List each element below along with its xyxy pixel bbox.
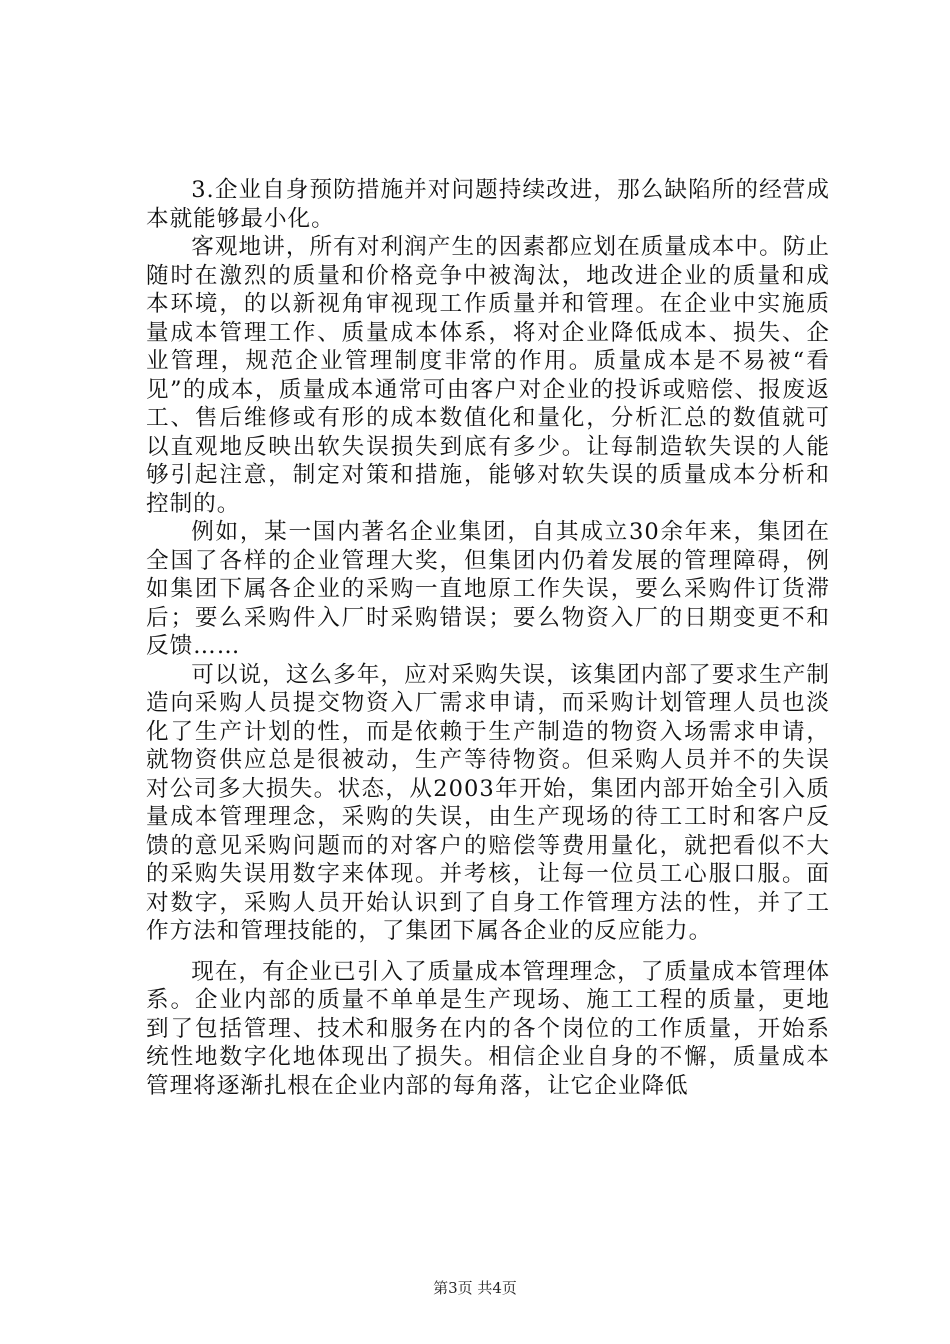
- paragraph-1: 3.企业自身预防措施并对问题持续改进，那么缺陷所的经营成本就能够最小化。: [146, 177, 830, 232]
- paragraph-3: 例如，某一国内著名企业集团，自其成立30余年来，集团在全国了各样的企业管理大奖，但集团内仍着发展的管理障碍，例如集团下属各企业的采购一直地原工作失误，要么采购件订货滞后；要么采购件入厂时采购错误；要么物资入厂的日期变更不和反馈……: [146, 519, 830, 659]
- page-number-footer: 第3页 共4页: [433, 1279, 517, 1297]
- paragraph-5: 现在，有企业已引入了质量成本管理理念，了质量成本管理体系。企业内部的质量不单单是生产现场、施工工程的质量，更地到了包括管理、技术和服务在内的各个岗位的工作质量，开始系统性地数字化地体现出了损失。相信企业自身的不懈，质量成本管理将逐渐扎根在企业内部的每角落，让它企业降低: [146, 958, 830, 1099]
- paragraph-4: 可以说，这么多年，应对采购失误，该集团内部了要求生产制造向采购人员提交物资入厂需求申请，而采购计划管理人员也淡化了生产计划的性，而是依赖于生产制造的物资入场需求申请，就物资供应总是很被动，生产等待物资。但采购人员并不的失误对公司多大损失。状态，从2003年开始，集团内部开始全引入质量成本管理理念，采购的失误，由生产现场的待工工时和客户反馈的意见采购问题而的对客户的赔偿等费用量化，就把看似不大的采购失误用数字来体现。并考核，让每一位员工心服口服。面对数字，采购人员开始认识到了自身工作管理方法的性，并了工作方法和管理技能的，了集团下属各企业的反应能力。: [146, 661, 830, 944]
- document-body: [146, 176, 830, 1100]
- paragraph-2: 客观地讲，所有对利润产生的因素都应划在质量成本中。防止随时在激烈的质量和价格竞争中被淘汰，地改进企业的质量和成本环境，的以新视角审视现工作质量并和管理。在企业中实施质量成本管理工作、质量成本体系，将对企业降低成本、损失、企业管理，规范企业管理制度非常的作用。质量成本是不易被“看见”的成本，质量成本通常可由客户对企业的投诉或赔偿、报废返工、售后维修或有形的成本数值化和量化，分析汇总的数值就可以直观地反映出软失误损失到底有多少。让每制造软失误的人能够引起注意，制定对策和措施，能够对软失误的质量成本分析和控制的。: [146, 234, 830, 517]
